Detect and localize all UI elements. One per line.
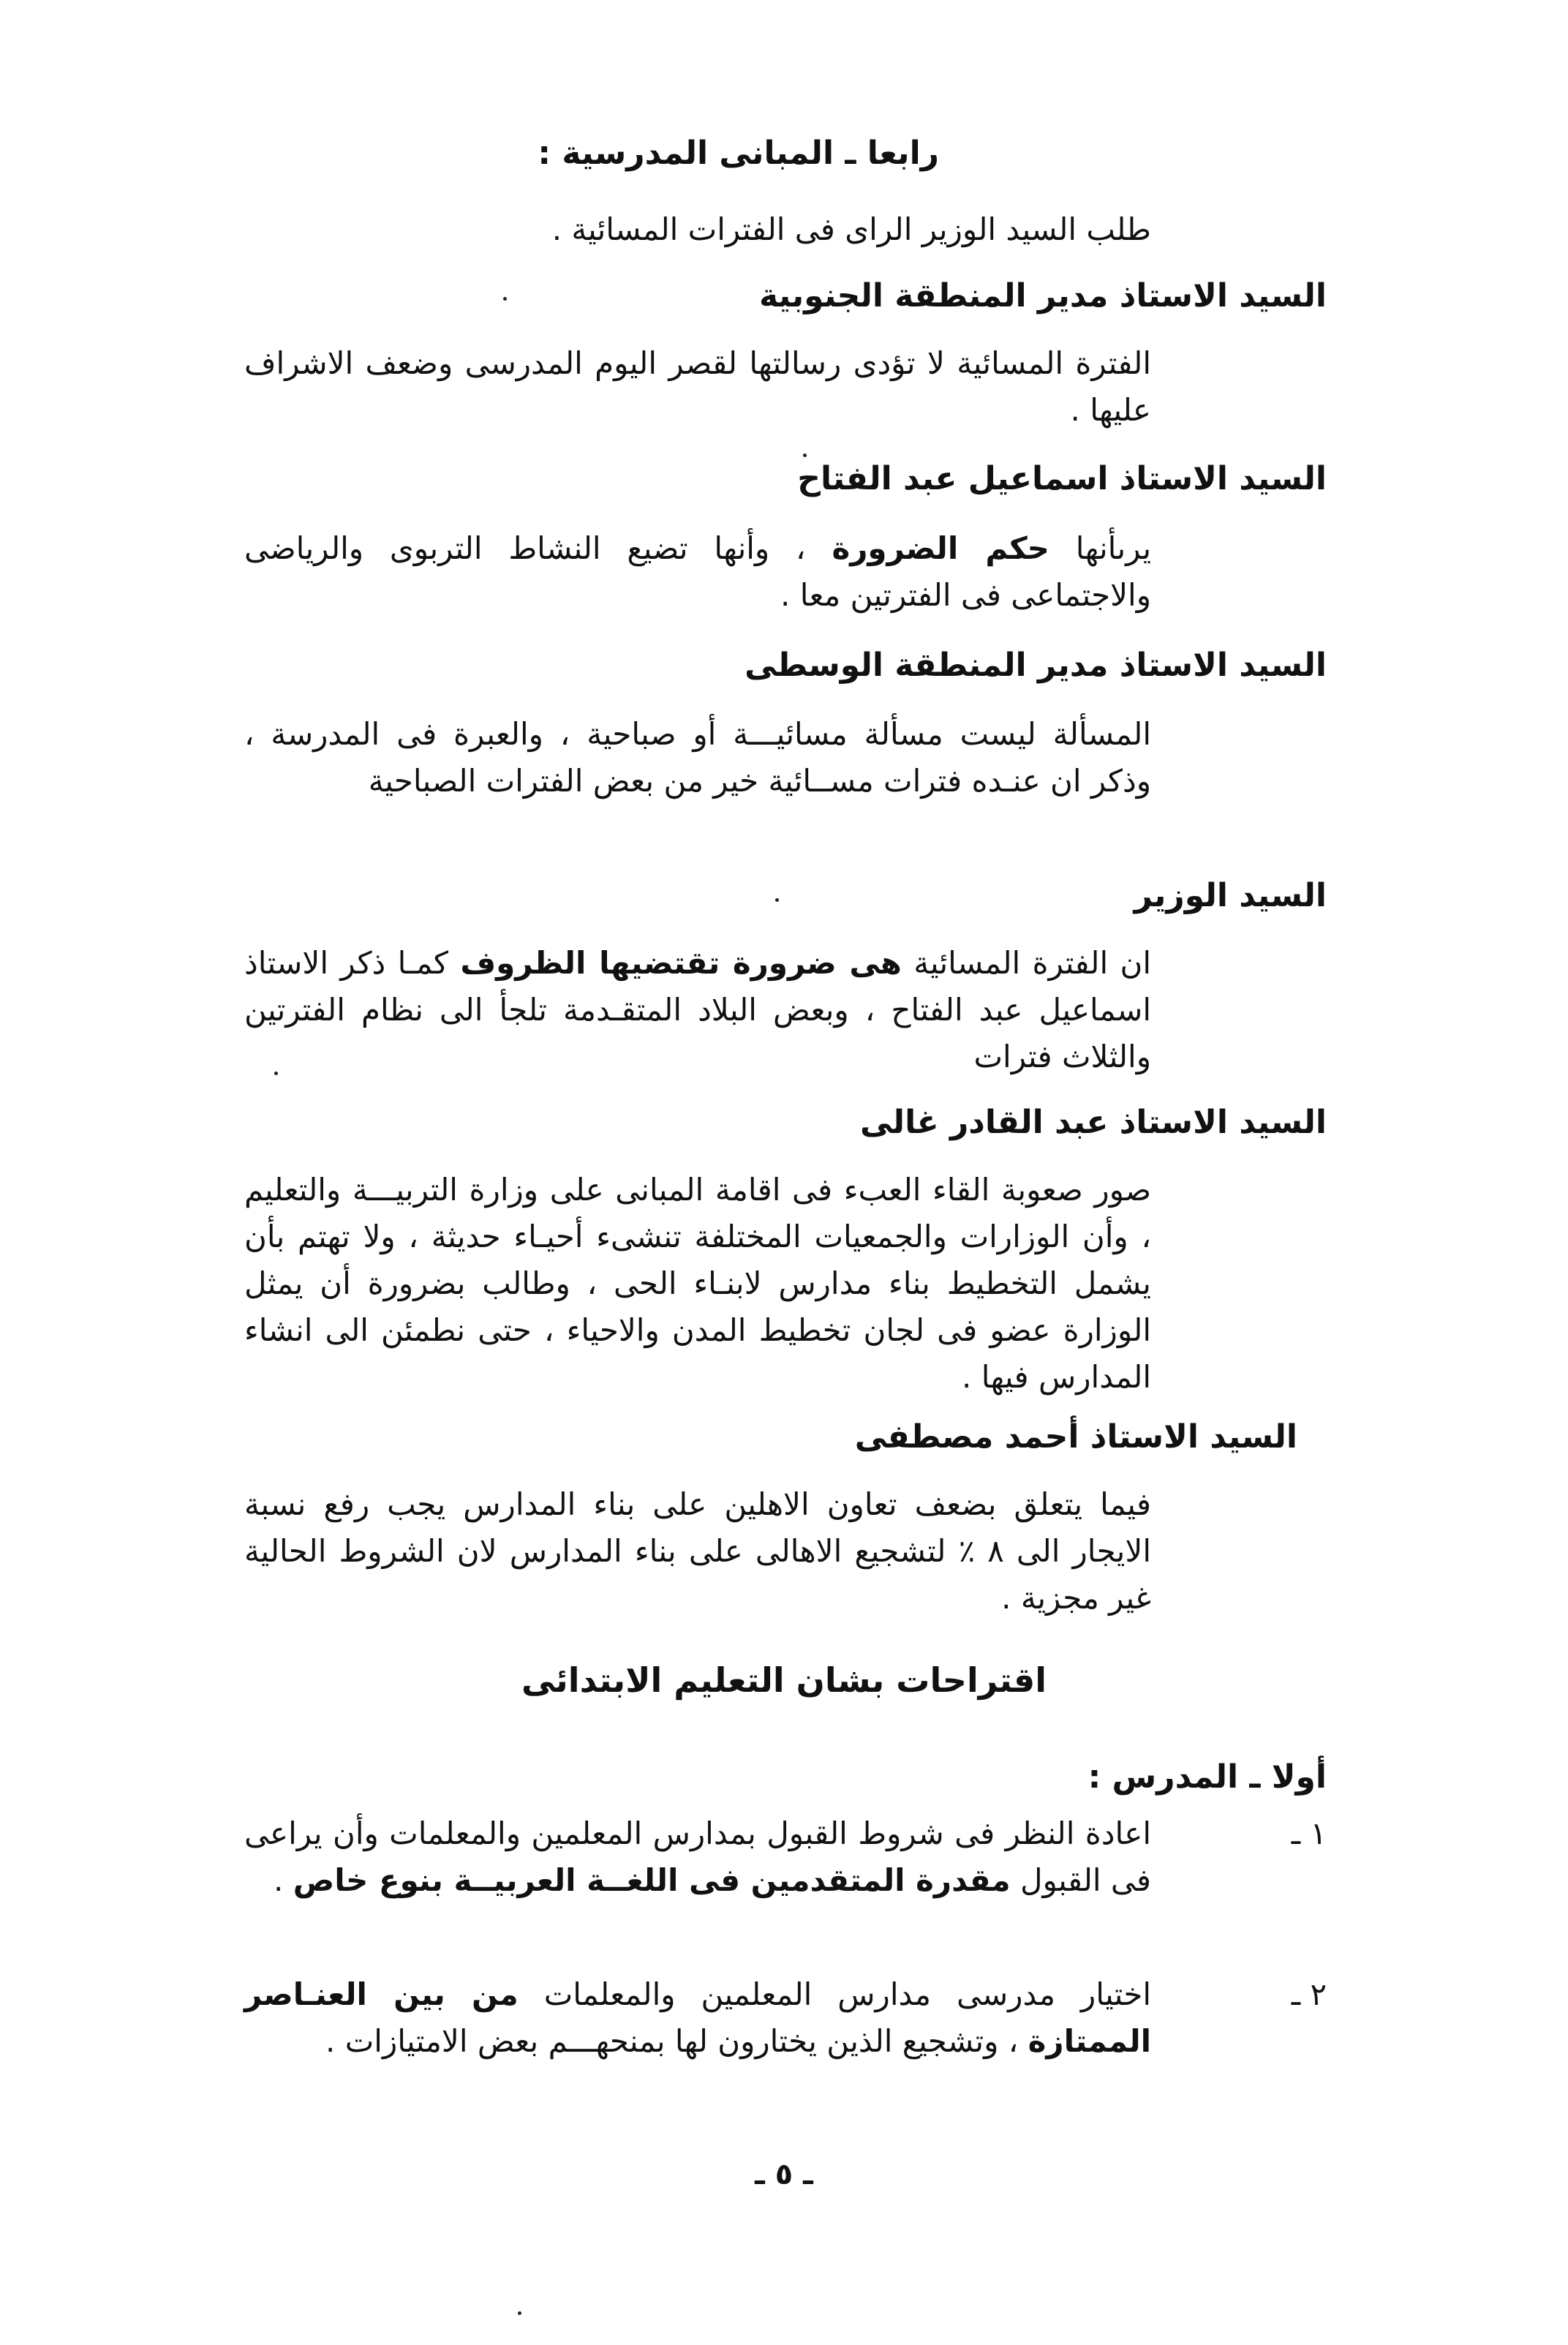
emphasis-text: من بين العنـاصر الممتازة <box>244 1976 1151 2059</box>
speaker-statement: يرىأنها حكم الضرورة ، وأنها تضيع النشاط التربوى والرياضى والاجتماعى فى الفترتين معا . <box>244 530 1152 613</box>
speaker-name: السيد الاستاذ مدير المنطقة الوسطى <box>745 647 1327 684</box>
speaker-name: السيد الاستاذ أحمد مصطفى <box>854 1418 1297 1456</box>
proposals-title: اقتراحات بشان التعليم الابتدائى <box>521 1660 1047 1700</box>
speaker-statement: الفترة المسائية لا تؤدى رسالتها لقصر اليوم المدرسى وضعف الاشراف عليها . <box>244 345 1151 428</box>
scan-speck <box>274 1072 278 1075</box>
section-heading: رابعا ـ المبانى المدرسية : <box>538 135 939 172</box>
emphasis-text: حكم الضرورة <box>832 530 1049 566</box>
scan-speck <box>503 297 507 301</box>
section-intro: طلب السيد الوزير الراى فى الفترات المسائية . <box>551 211 1151 247</box>
scan-speck <box>803 453 807 457</box>
proposal-item: اعادة النظر فى شروط القبول بمدارس المعلمين والمعلمات وأن يراعى فى القبول مقدرة المتقدمين فى اللغــة العربيــة بنوع خاص . <box>244 1815 1151 1898</box>
proposal-item: اختيار مدرسى مدارس المعلمين والمعلمات من بين العنـاصر الممتازة ، وتشجيع الذين يختارون لها بمنحهـــم بعض الامتيازات . <box>244 1976 1151 2059</box>
speaker-name: السيد الاستاذ اسماعيل عبد الفتاح <box>797 460 1327 497</box>
item-number: ٢ ـ <box>1291 1976 1327 2012</box>
emphasis-text: مقدرة المتقدمين فى اللغــة العربيــة بنوع خاص <box>293 1862 1011 1898</box>
speaker-name: السيد الاستاذ مدير المنطقة الجنوبية <box>758 277 1327 315</box>
page-number: ـ ٥ ـ <box>755 2158 813 2191</box>
speaker-name: السيد الاستاذ عبد القادر غالى <box>860 1104 1327 1141</box>
speaker-name: السيد الوزير <box>1134 877 1327 914</box>
scan-speck <box>518 2311 521 2315</box>
emphasis-text: هى ضرورة تقتضيها الظروف <box>460 945 902 981</box>
speaker-statement: ان الفترة المسائية هى ضرورة تقتضيها الظروف كمـا ذكر الاستاذ اسماعيل عبد الفتاح ، وبعض البلاد المتقـدمة تلجأ الى نظام الفترتين والثلاث فترات <box>244 945 1152 1074</box>
speaker-statement: فيما يتعلق بضعف تعاون الاهلين على بناء المدارس يجب رفع نسبة الايجار الى ٨ ٪ لتشجيع الاهالى على بناء المدارس لان الشروط الحالية غير مجزية . <box>244 1486 1151 1616</box>
speaker-statement: صور صعوبة القاء العبء فى اقامة المبانى على وزارة التربيـــة والتعليم ، وأن الوزارات والجمعيات المختلفة تنشىء أحيـاء حديثة ، ولا تهتم بأن يشمل التخطيط بناء مدارس لابنـاء الحى ، وطالب بضرورة أن يمثل الوزارة عضو فى لجان تخطيط المدن والاحياء ، حتى نطمئن الى انشاء المدارس فيها . <box>244 1172 1151 1395</box>
scan-speck <box>775 898 779 902</box>
speaker-statement: المسألة ليست مسألة مسائيـــة أو صباحية ، والعبرة فى المدرسة ، وذكر ان عنـده فترات مســائية خير من بعض الفترات الصباحية <box>244 716 1151 799</box>
proposals-subheading: أولا ـ المدرس : <box>1088 1758 1327 1796</box>
item-number: ١ ـ <box>1291 1815 1327 1851</box>
